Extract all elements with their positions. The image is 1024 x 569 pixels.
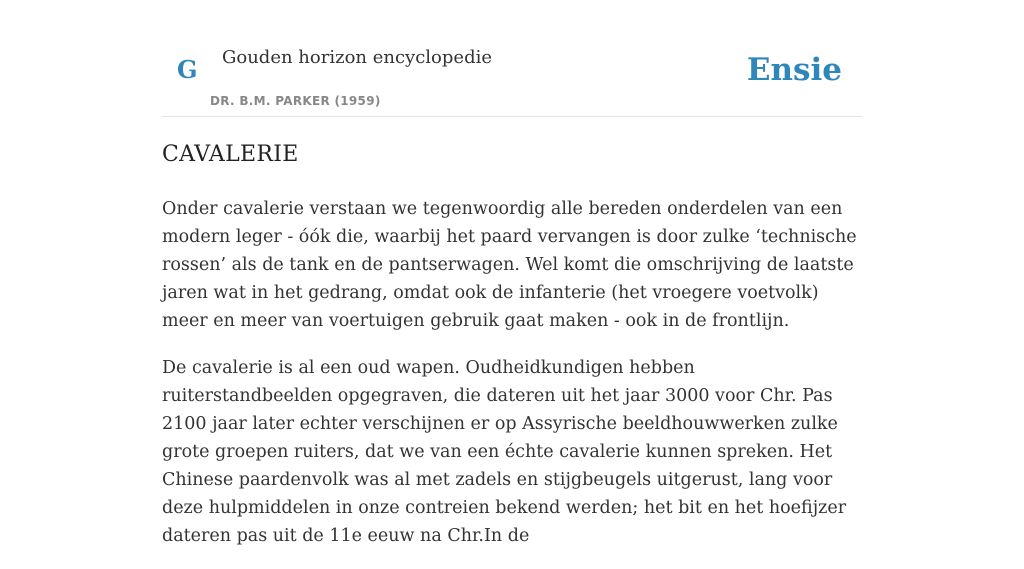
book-author: DR. B.M. PARKER (1959): [210, 94, 381, 108]
book-logo-icon[interactable]: G: [177, 55, 198, 84]
book-title-link[interactable]: Gouden horizon encyclopedie: [222, 47, 492, 68]
site-header: [162, 0, 862, 117]
article-paragraph: De cavalerie is al een oud wapen. Oudheidkundigen hebben ruiterstandbeelden opgegraven, die dateren uit het jaar 3000 voor Chr. Pas 2100 jaar later echter verschijnen er op Assyrische beeldhouwwerken zulke grote groepen ruiters, dat we van een échte cavalerie kunnen spreken. Het Chinese paardenvolk was al met zadels en stijgbeugels uitgerust, lang voor deze hulpmiddelen in onze contreien bekend werden; het bit en het hoefijzer dateren pas uit de 11e eeuw na Chr.In de: [162, 358, 847, 546]
article: [162, 138, 867, 569]
article-title: CAVALERIE: [162, 142, 299, 167]
article-paragraph: Onder cavalerie verstaan we tegenwoordig alle bereden onderdelen van een modern leger - óók die, waarbij het paard vervangen is door zulke ‘technische rossen’ als de tank en de pantserwagen. Wel komt die omschrijving de laatste jaren wat in het gedrang, omdat ook de infanterie (het vroegere voetvolk) meer en meer van voertuigen gebruik gaat maken - ook in de frontlijn.: [162, 199, 857, 331]
ensie-logo[interactable]: Ensie: [746, 52, 842, 88]
